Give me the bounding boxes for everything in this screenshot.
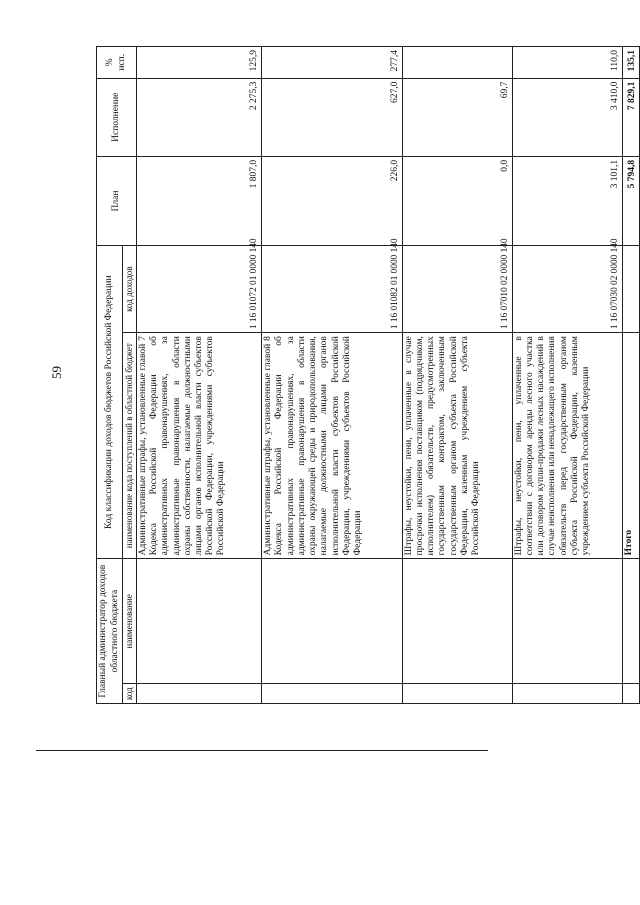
income-name-cell: Штрафы, неустойки, пени, уплаченные в случае просрочки исполнения поставщиком (подрядчиком, исполнителем) обязательств, предусмотренных государственным контрактом, заключенным государственным органом субъекта Российской Федерации, казенным учреждением субъекта Российской Федерации	[402, 333, 512, 559]
admin-code-cell	[137, 684, 262, 704]
table-row	[512, 47, 622, 704]
table-header	[97, 47, 137, 704]
execution-cell: 2 275,3	[137, 78, 262, 156]
header-sub-name: наименование	[123, 559, 137, 684]
header-sub-code: код	[123, 684, 137, 704]
admin-code-cell	[262, 684, 402, 704]
table-row	[402, 47, 512, 704]
plan-cell: 1 807,0	[137, 156, 262, 245]
percent-cell	[402, 47, 512, 79]
admin-code-cell	[512, 684, 622, 704]
admin-name-cell	[402, 559, 512, 684]
income-code-cell: 1 16 07010 02 0000 140	[402, 246, 512, 333]
header-percent: % исп.	[97, 47, 137, 79]
execution-cell: 3 410,0	[512, 78, 622, 156]
page-number: 59	[49, 366, 64, 379]
income-code-cell: 1 16 01082 01 0000 140	[262, 246, 402, 333]
total-execution: 7 829,1	[623, 78, 640, 156]
table-body	[137, 47, 640, 704]
plan-cell: 0,0	[402, 156, 512, 245]
plan-cell: 226,0	[262, 156, 402, 245]
execution-cell: 69,7	[402, 78, 512, 156]
header-sub-income-code: код доходов	[123, 246, 137, 333]
total-plan: 5 794,8	[623, 156, 640, 245]
plan-cell: 3 101,1	[512, 156, 622, 245]
header-plan: План	[97, 156, 137, 245]
budget-table-wrapper	[96, 46, 640, 704]
execution-cell: 627,0	[262, 78, 402, 156]
header-main-admin: Главный администратор доходов областного бюджета	[97, 559, 123, 704]
admin-name-cell	[262, 559, 402, 684]
header-classification: Код классификации доходов бюджетов Российской Федерации	[97, 246, 123, 559]
header-execution: Исполнение	[97, 78, 137, 156]
admin-code-cell	[402, 684, 512, 704]
total-spacer-cell	[623, 684, 640, 704]
footnote-divider	[36, 750, 488, 751]
total-spacer-cell	[623, 559, 640, 684]
income-code-cell: 1 16 07030 02 0000 140	[512, 246, 622, 333]
income-name-cell: Административные штрафы, установленные главой 8 Кодекса Российской Федерации об административных правонарушениях, за административные правонарушения в области охраны окружающей среды и природопользования, налагаемые должностными лицами органов исполнительной власти субъектов Российской Федерации, учреждениями субъектов Российской Федерации	[262, 333, 402, 559]
admin-name-cell	[512, 559, 622, 684]
table-row	[262, 47, 402, 704]
income-name-cell: Административные штрафы, установленные главой 7 Кодекса Российской Федерации об административных правонарушениях, за административные правонарушения в области охраны собственности, налагаемые должностными лицами органов исполнительной власти субъектов Российской Федерации, учреждениями субъектов Российской Федерации	[137, 333, 262, 559]
income-code-cell: 1 16 01072 01 0000 140	[137, 246, 262, 333]
table-row	[137, 47, 262, 704]
total-code-cell	[623, 246, 640, 333]
revenue-classification-table	[96, 46, 640, 704]
total-row	[623, 47, 640, 704]
total-percent: 135,1	[623, 47, 640, 79]
admin-name-cell	[137, 559, 262, 684]
percent-cell: 110,0	[512, 47, 622, 79]
percent-cell: 125,9	[137, 47, 262, 79]
percent-cell: 277,4	[262, 47, 402, 79]
income-name-cell: Штрафы, неустойки, пени, уплаченные в соответствии с договором аренды лесного участка или договором купли-продажи лесных насаждений в случае неисполнения или ненадлежащего исполнения обязательств перед государственным органом субъекта Российской Федерации, казенным учреждением субъекта Российской Федерации	[512, 333, 622, 559]
total-label: Итого	[623, 333, 640, 559]
header-sub-income-name: наименование кода поступлений в областной бюджет	[123, 333, 137, 559]
